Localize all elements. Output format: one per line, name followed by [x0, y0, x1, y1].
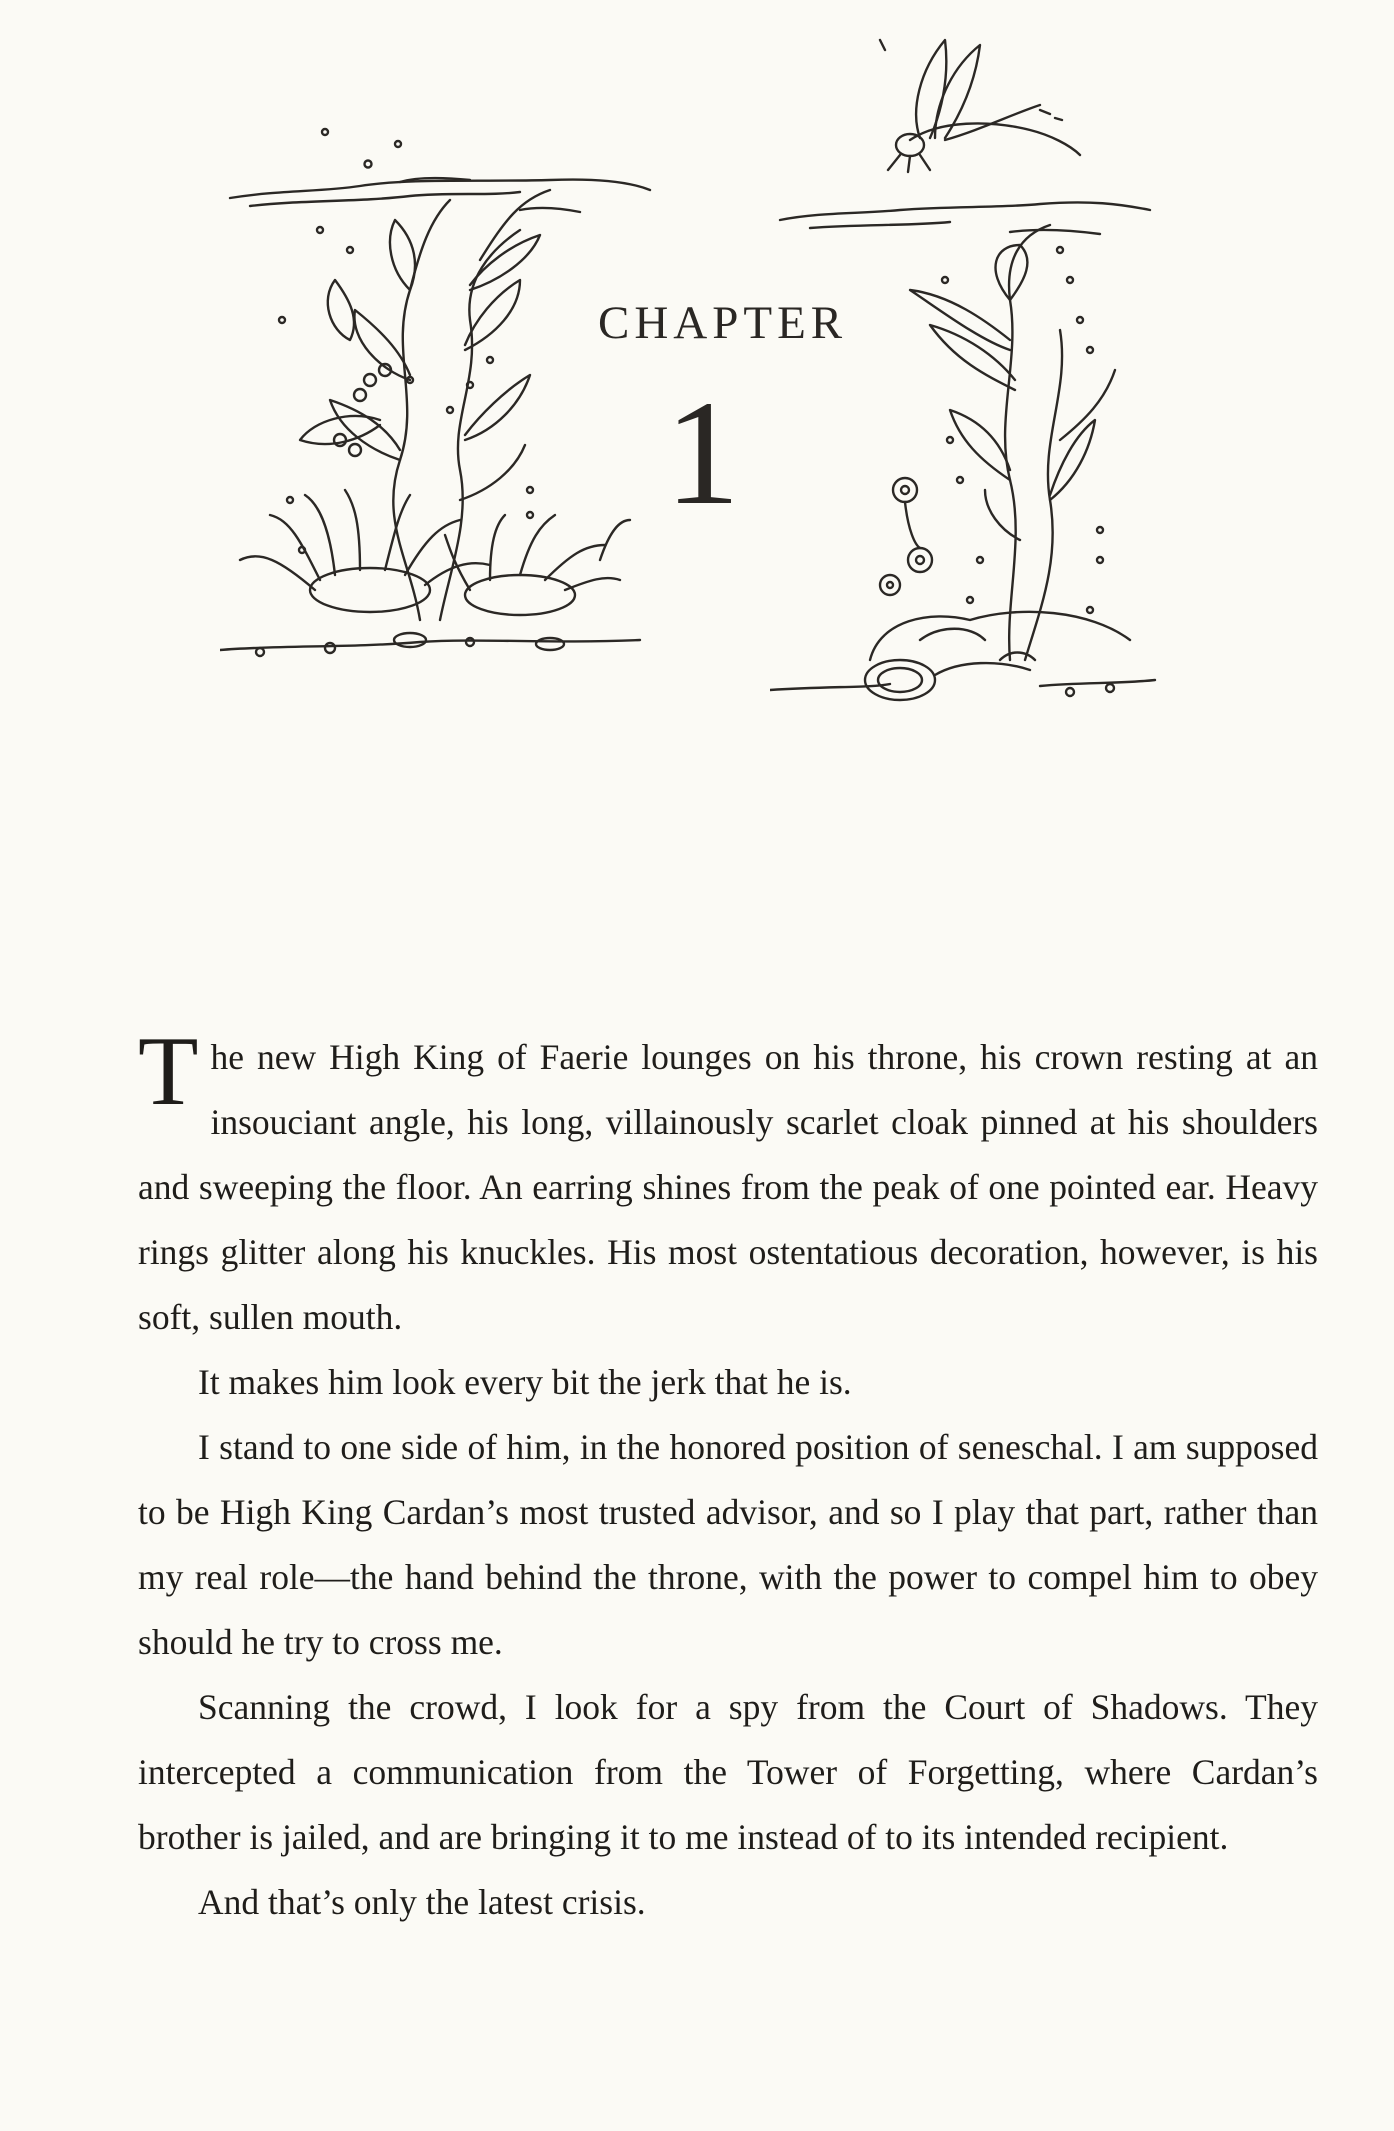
- paragraph-1: [138, 1017, 1318, 1350]
- paragraph-2: It makes him look every bit the jerk that he is.: [198, 1362, 852, 1402]
- chapter-text: [138, 1017, 1318, 1935]
- paragraph-4: Scanning the crowd, I look for a spy from the Court of Shadows. They intercepted a communication from the Tower of Forgetting, where Cardan’s brother is jailed, and are bringing it to me instead of to its intended recipient.: [138, 1687, 1318, 1857]
- underwater-seaweed-anemone-icon: [220, 120, 660, 710]
- paragraph-1-text: he new High King of Faerie lounges on his throne, his crown resting at an insouciant angle, his long, villainously scarlet cloak pinned at his shoulders and sweeping the floor. An earring shines from the peak of one pointed ear. Heavy rings glitter along his knuckles. His most ostentatious decoration, however, is his soft, sullen mouth.: [138, 1037, 1318, 1337]
- chapter-label: CHAPTER: [598, 297, 848, 349]
- drop-cap: T: [138, 1017, 199, 1126]
- paragraph-5: And that’s only the latest crisis.: [198, 1882, 646, 1922]
- chapter-number: 1: [665, 370, 740, 536]
- paragraph-3: I stand to one side of him, in the honored position of seneschal. I am supposed to be High King Cardan’s most trusted advisor, and so I play that part, rather than my real role—the hand behind the throne, with the power to compel him to obey should he try to cross me.: [138, 1427, 1318, 1662]
- chapter-header: [0, 0, 1394, 720]
- underwater-dragonfly-ring-icon: [770, 20, 1160, 710]
